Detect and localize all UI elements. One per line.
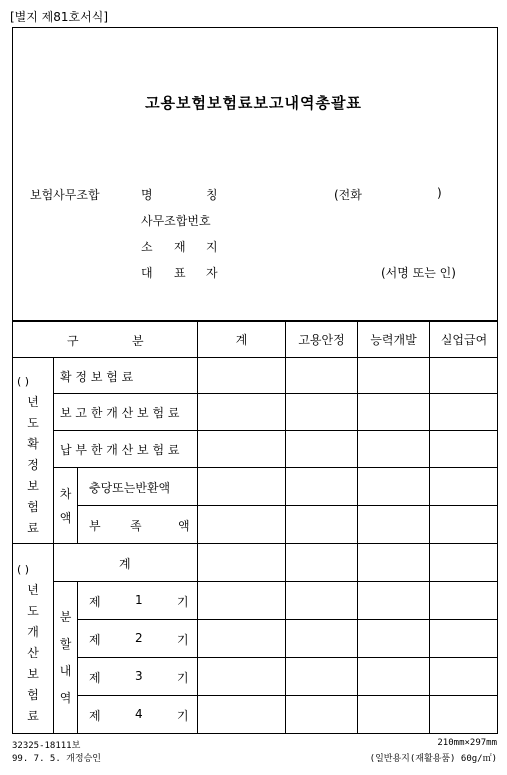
- row-refund-label: 충당또는반환액: [89, 481, 171, 495]
- phone-close: ): [437, 186, 442, 200]
- row-border: [77, 505, 498, 506]
- col-border: [357, 321, 358, 734]
- signature-label: (서명 또는 인): [381, 266, 456, 280]
- header-row-border: [12, 357, 498, 358]
- installment-suffix: 기: [177, 671, 189, 685]
- section1-char: 도: [27, 415, 39, 430]
- office-number-label: 사무조합번호: [141, 214, 211, 228]
- row-shortfall-b: 족: [130, 519, 142, 533]
- row-border: [53, 430, 498, 431]
- installment-prefix: 제: [89, 671, 101, 685]
- office-label: 보험사무조합: [30, 188, 100, 202]
- approval-note: 99. 7. 5. 개정승인: [12, 754, 101, 764]
- col-border: [77, 581, 78, 734]
- col-border: [197, 321, 198, 734]
- section1-char: 료: [27, 520, 39, 535]
- section-border: [12, 543, 498, 544]
- section2-char: 도: [27, 603, 39, 618]
- col-border: [285, 321, 286, 734]
- installment-number: 1: [135, 593, 143, 607]
- col-header-skills: 능력개발: [370, 333, 417, 347]
- phone-open: (전화: [334, 188, 362, 202]
- row-border: [77, 695, 498, 696]
- row-border: [77, 619, 498, 620]
- col-header-gubun-b: 분: [132, 334, 144, 348]
- form-number-label: [별지 제81호서식]: [10, 10, 108, 24]
- paper-spec: (일반용지(재활용품) 60g/㎡): [369, 754, 497, 764]
- section1-char: 확: [27, 436, 39, 451]
- address-label-a: 소: [141, 240, 153, 254]
- installment-suffix: 기: [177, 709, 189, 723]
- paper-size: 210mm×297mm: [437, 738, 497, 748]
- address-label-b: 재: [174, 240, 186, 254]
- split-char: 역: [59, 691, 72, 705]
- split-char: 내: [59, 664, 72, 678]
- row-border: [53, 393, 498, 394]
- section2-char: 산: [27, 645, 39, 660]
- section1-char: 정: [27, 457, 39, 472]
- address-label-c: 지: [206, 240, 218, 254]
- rep-label-a: 대: [141, 266, 153, 280]
- split-char: 할: [59, 637, 72, 651]
- name-label-a: 명: [141, 188, 153, 202]
- col-border: [429, 321, 430, 734]
- col-header-employment: 고용안정: [298, 333, 345, 347]
- row-paid-label: 납 부 한 개 산 보 험 료: [60, 443, 180, 457]
- year-paren: ( ): [17, 563, 30, 576]
- installment-number: 4: [135, 707, 143, 721]
- row-border: [53, 581, 498, 582]
- rep-label-b: 표: [174, 266, 186, 280]
- row-border: [77, 657, 498, 658]
- section1-char: 보: [27, 478, 39, 493]
- installment-prefix: 제: [89, 633, 101, 647]
- form-code: 32325-18111보: [12, 741, 81, 751]
- form-title: 고용보험보험료보고내역총괄표: [145, 94, 362, 112]
- installment-suffix: 기: [177, 595, 189, 609]
- section2-char: 개: [27, 624, 39, 639]
- section1-char: 험: [27, 499, 39, 514]
- section2-char: 년: [27, 582, 39, 597]
- year-paren: ( ): [17, 375, 30, 388]
- col-header-total: 계: [235, 333, 248, 347]
- row-confirmed-label: 확 정 보 험 료: [60, 370, 134, 384]
- section2-char: 험: [27, 687, 39, 702]
- rep-label-c: 자: [206, 266, 218, 280]
- installment-split-label: [54, 582, 77, 734]
- section1-label: [13, 390, 53, 540]
- col-border: [77, 467, 78, 543]
- installment-suffix: 기: [177, 633, 189, 647]
- section2-label: [13, 578, 53, 728]
- name-label-b: 칭: [206, 188, 218, 202]
- row-border: [53, 467, 498, 468]
- row-shortfall-a: 부: [89, 519, 101, 533]
- row-shortfall-c: 액: [178, 519, 190, 533]
- difference-char: 액: [59, 510, 72, 525]
- section2-char: 보: [27, 666, 39, 681]
- col-header-gubun-a: 구: [67, 334, 79, 348]
- row-sum-label: 계: [119, 557, 131, 571]
- installment-prefix: 제: [89, 595, 101, 609]
- row-reported-label: 보 고 한 개 산 보 험 료: [60, 406, 180, 420]
- section1-char: 년: [27, 394, 39, 409]
- installment-number: 2: [135, 631, 143, 645]
- installment-prefix: 제: [89, 709, 101, 723]
- section2-char: 료: [27, 708, 39, 723]
- difference-char: 차: [59, 486, 72, 501]
- split-char: 분: [59, 610, 72, 624]
- installment-number: 3: [135, 669, 143, 683]
- col-header-benefit: 실업급여: [440, 333, 488, 347]
- difference-label: [54, 468, 77, 543]
